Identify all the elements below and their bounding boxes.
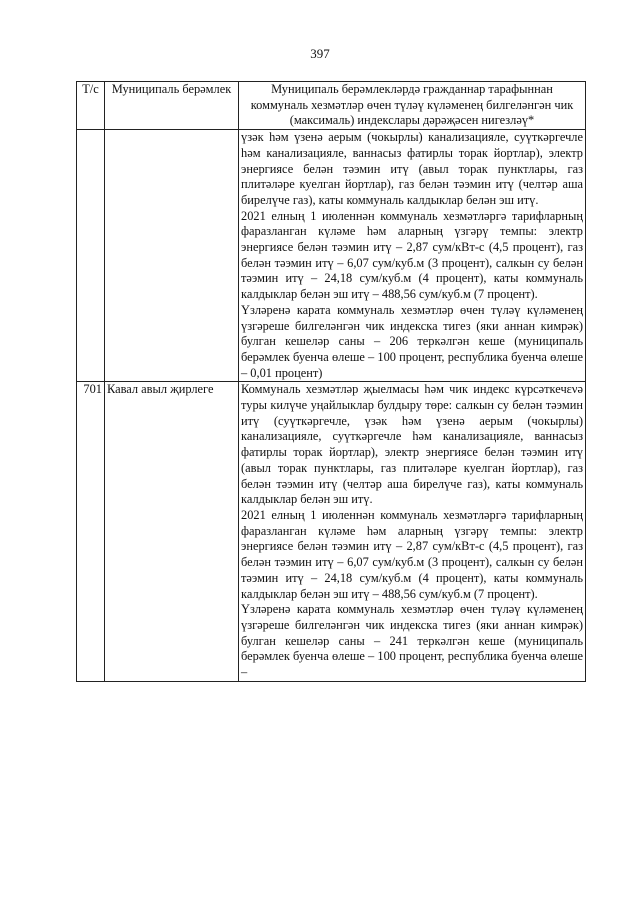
paragraph: 2021 елның 1 июленнән коммуналь хезмәтләргә тарифларның фаразланган күләме һәм аларның үзгәрү темпы: электр энергиясе белән тәэмин итү – 2,87 сум/кВт-с (4,5 процент), газ белән тәэмин итү – 6,07 сум/куб.м (3 процент), салкын су белән тәэмин итү – 24,18 сум/куб.м (4 процент), каты коммуналь калдыклар белән эш итү – 488,56 сум/куб.м (7 процент).	[241, 208, 583, 302]
tariff-table	[76, 81, 586, 682]
row-number: 701	[77, 382, 105, 681]
justification-text	[239, 382, 586, 681]
paragraph: Үзләренә карата коммуналь хезмәтләр өчен түләү күләменең үзгәреше билгеләнгән чик индекска тигез (яки аннан кимрәк) булган кешеләр саны – 206 теркәлгән кеше (муниципаль берәмлек буенча өлеше – 100 процент, республика буенча өлеше – 0,01 процент)	[241, 302, 583, 380]
header-col-justification: Муниципаль берәмлекләрдә гражданнар тарафыннан коммуналь хезмәтләр өчен түләү күләменең билгеләнгән чик (максималь) индекслары дәрәҗәсен нигезләү*	[239, 82, 586, 130]
header-col-municipality: Муниципаль берәмлек	[105, 82, 239, 130]
header-col-number: Т/с	[77, 82, 105, 130]
paragraph: үзәк һәм үзенә аерым (чокырлы) канализацияле, суүткәргечле һәм канализацияле, ваннасыз фатирлы торак йортлар), электр энергиясе белән тәэмин итү (авыл торак пунктлары, газ плитәләре куелган йортлар), газ белән тәэмин итү (челтәр аша бирелүче газ), каты коммуналь калдыклар белән эш итү.	[241, 130, 583, 207]
paragraph: 2021 елның 1 июленнән коммуналь хезмәтләргә тарифларның фаразланган күләме һәм аларның үзгәрү темпы: электр энергиясе белән тәэмин итү – 2,87 сум/кВт-с (4,5 процент), газ белән тәэмин итү – 6,07 сум/куб.м (3 процент), салкын су белән тәэмин итү – 24,18 сум/куб.м (4 процент), каты коммуналь калдыклар белән эш итү – 488,56 сум/куб.м (7 процент).	[241, 507, 583, 601]
table-row	[77, 382, 586, 681]
row-number	[77, 130, 105, 382]
paragraph: Үзләренә карата коммуналь хезмәтләр өчен түләү күләменең үзгәреше билгеләнгән чик индекска тигез (яки аннан кимрәк) булган кешеләр саны – 241 теркәлгән кеше (муниципаль берәмлек буенча өлеше – 100 процент, республика буенча өлеше –	[241, 602, 583, 680]
table-header-row	[77, 82, 586, 130]
justification-text	[239, 130, 586, 382]
municipality-name: Кавал авыл җирлеге	[105, 382, 239, 681]
municipality-name	[105, 130, 239, 382]
table-row	[77, 130, 586, 382]
paragraph: Коммуналь хезмәтләр җыелмасы һәм чик индекс күрсәткечενә туры килүче уңайлыклар булдыру төре: салкын су белән тәэмин итү (суүткәргечле, үзәк һәм үзенә аерым (чокырлы) канализацияле, суүткәргечле һәм канализацияле, ваннасыз фатирлы торак йортлар), электр энергиясе белән тәэмин итү (авыл торак пунктлары, газ плитәләре куелган йортлар), газ белән тәэмин итү (челтәр аша бирелүче газ), каты коммуналь калдыклар белән эш итү.	[241, 382, 583, 507]
page-number: 397	[310, 46, 330, 61]
